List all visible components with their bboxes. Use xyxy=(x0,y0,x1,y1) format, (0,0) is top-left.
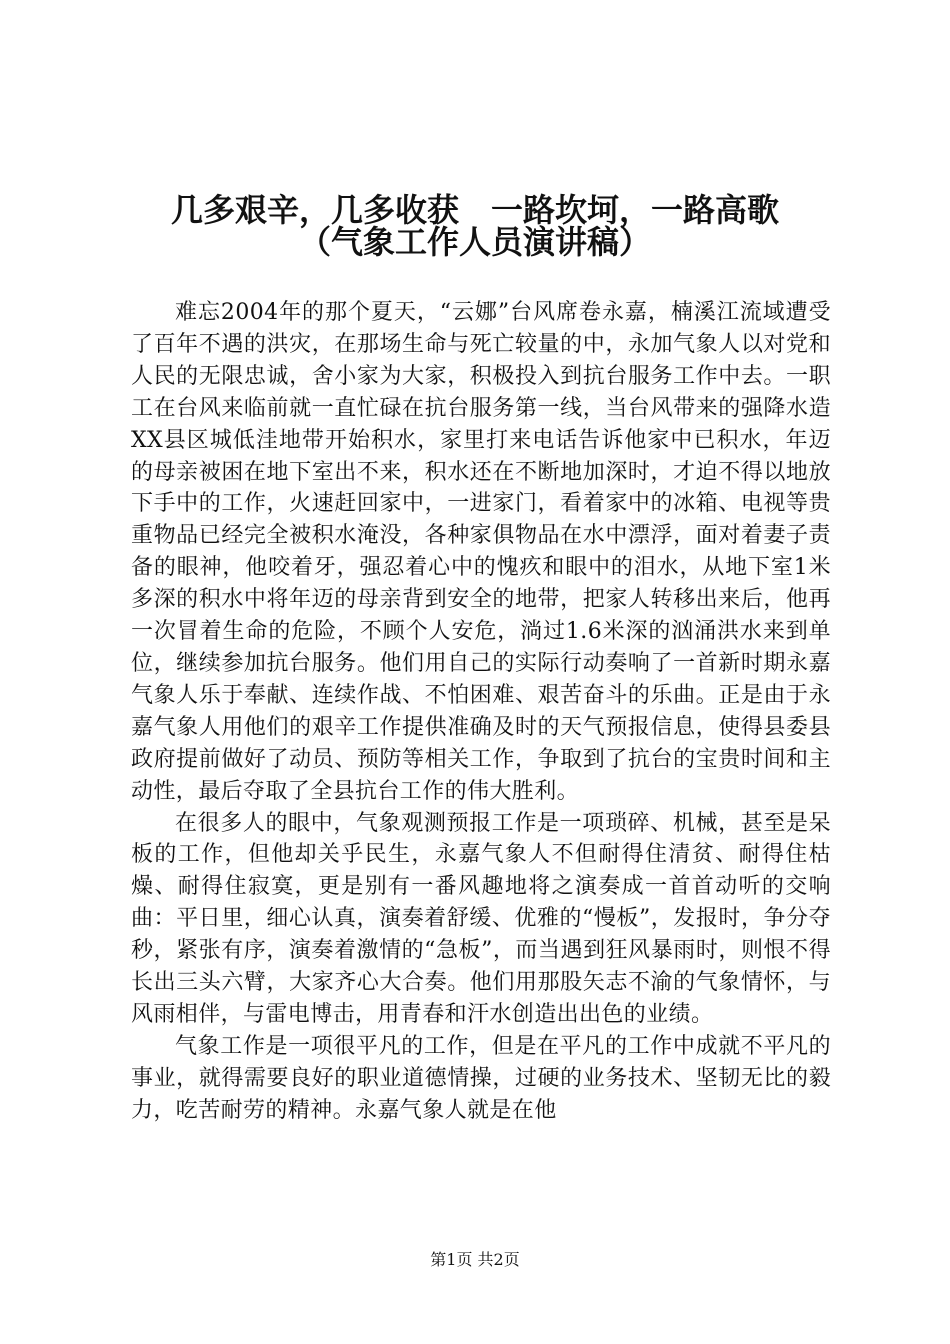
title-right: 一路坎坷，一路高歌 xyxy=(491,191,780,229)
paragraph-1: 难忘2004年的那个夏天，“云娜”台风席卷永嘉，楠溪江流域遭受了百年不遇的洪灾，在那场生命与死亡较量的中，永加气象人以对党和人民的无限忠诚，舍小家为大家，积极投入到抗台服务工作中去。一职工在台风来临前就一直忙碌在抗台服务第一线，当台风带来的强降水造XX县区城低洼地带开始积水，家里打来电话告诉他家中已积水，年迈的母亲被困在地下室出不来，积水还在不断地加深时，才迫不得以地放下手中的工作，火速赶回家中，一进家门，看着家中的冰箱、电视等贵重物品已经完全被积水淹没，各种家俱物品在水中漂浮，面对着妻子责备的眼神，他咬着牙，强忍着心中的愧疚和眼中的泪水，从地下室1米多深的积水中将年迈的母亲背到安全的地带，把家人转移出来后，他再一次冒着生命的危险，不顾个人安危，淌过1.6米深的汹涌洪水来到单位，继续参加抗台服务。他们用自己的实际行动奏响了一首新时期永嘉气象人乐于奉献、连续作战、不怕困难、艰苦奋斗的乐曲。正是由于永嘉气象人用他们的艰辛工作提供准确及时的天气预报信息，使得县委县政府提前做好了动员、预防等相关工作，争取到了抗台的宝贵时间和主动性，最后夺取了全县抗台工作的伟大胜利。 xyxy=(131,300,831,804)
document-body xyxy=(131,297,831,1127)
document-subtitle: （气象工作人员演讲稿） xyxy=(298,223,651,261)
paragraph-2: 在很多人的眼中，气象观测预报工作是一项琐碎、机械，甚至是呆板的工作，但他却关乎民生，永嘉气象人不但耐得住清贫、耐得住枯燥、耐得住寂寞，更是别有一番风趣地将之演奏成一首首动听的交响曲：平日里，细心认真，演奏着舒缓、优雅的“慢板”，发报时，争分夺秒，紧张有序，演奏着激情的“急板”，而当遇到狂风暴雨时，则恨不得长出三头六臂，大家齐心大合奏。他们用那股矢志不渝的气象情怀，与风雨相伴，与雷电博击，用青春和汗水创造出出色的业绩。 xyxy=(131,810,831,1027)
page-footer: 第1页 共2页 xyxy=(430,1250,520,1269)
paragraph-3: 气象工作是一项很平凡的工作，但是在平凡的工作中成就不平凡的事业，就得需要良好的职业道德情操，过硬的业务技术、坚韧无比的毅力，吃苦耐劳的精神。永嘉气象人就是在他 xyxy=(131,1033,831,1123)
title-left: 几多艰辛，几多收获 xyxy=(170,191,459,229)
